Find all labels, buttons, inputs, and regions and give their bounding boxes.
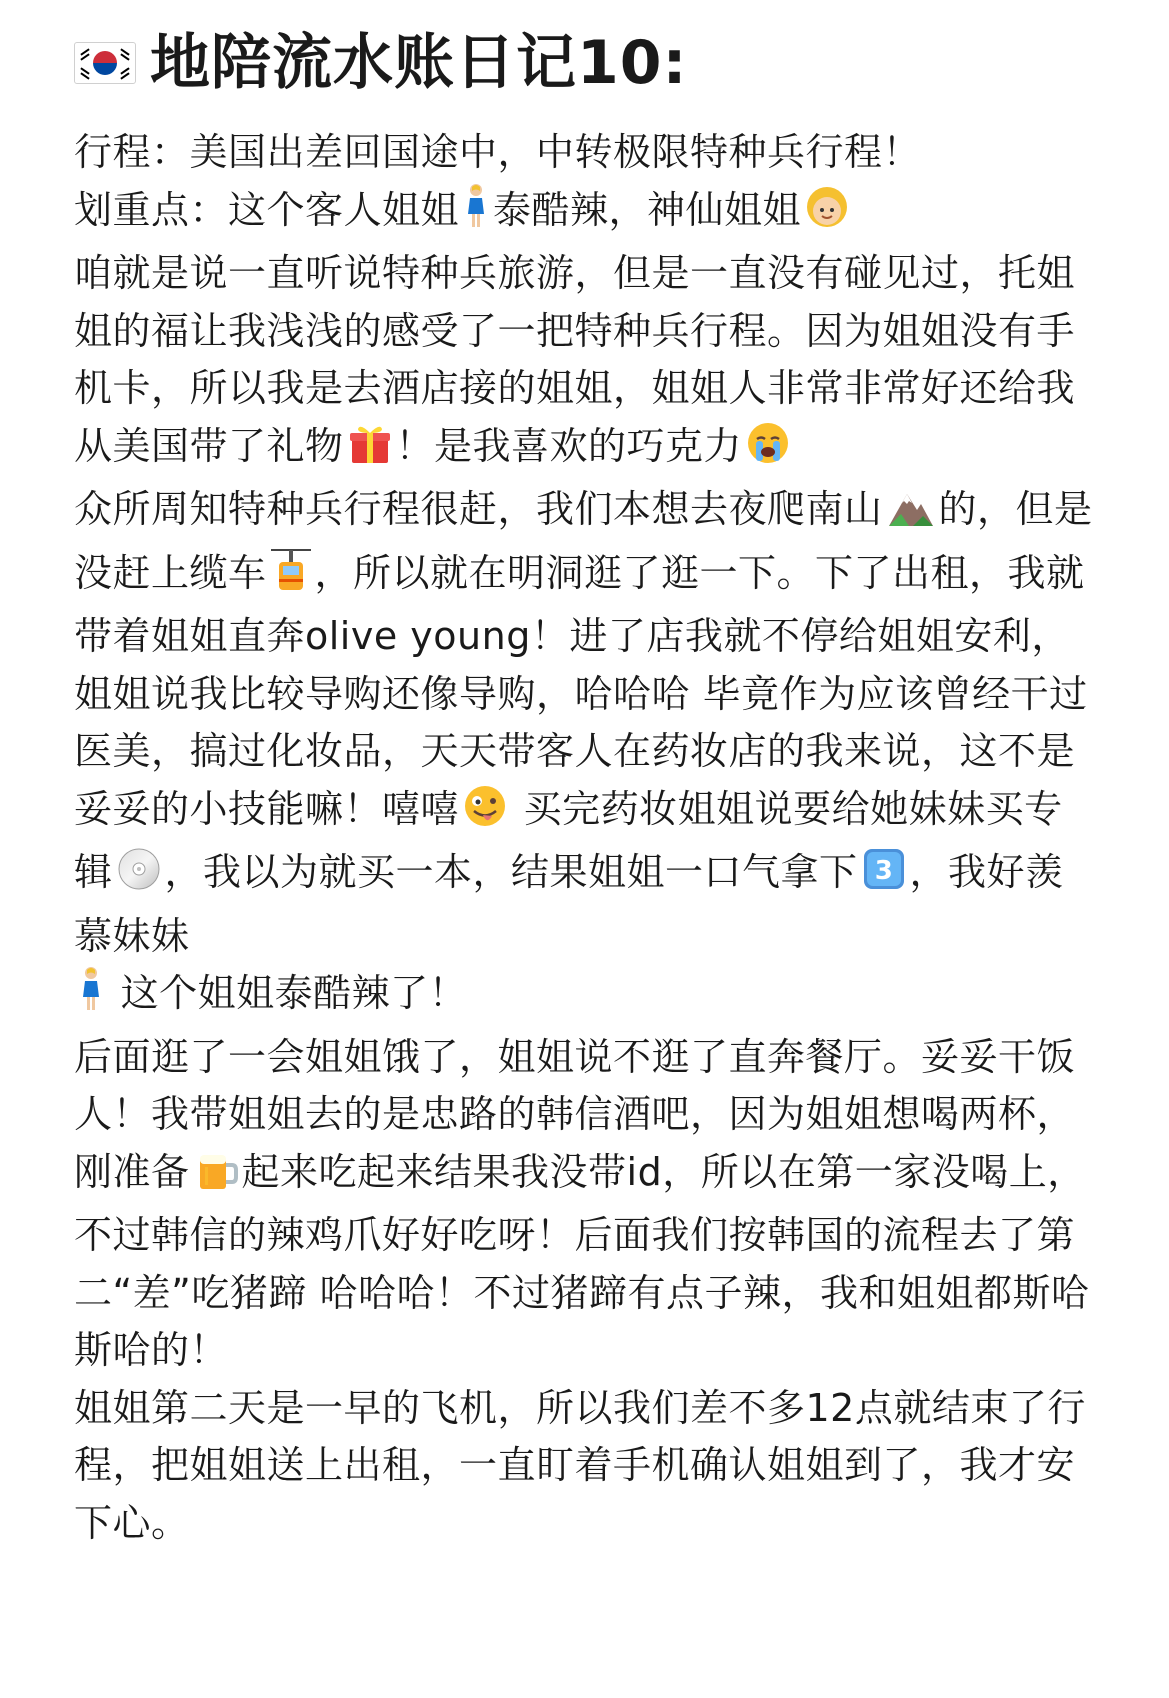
paragraph-text: 姐姐第二天是一早的飞机，所以我们差不多12点就结束了行程，把姐姐送上出租，一直盯着手机确认姐姐到了，我才安下心。: [74, 1385, 1086, 1545]
paragraph-text: 划重点：这个客人姐姐: [74, 187, 460, 232]
paragraph-meeting: [74, 245, 1099, 481]
paragraph-text: 的，但是没赶上缆车: [74, 487, 1093, 595]
title-row: [74, 14, 1099, 112]
woman-standing-icon: [78, 966, 104, 1029]
paragraph-text: ，所以就在明洞逛了逛一下。下了出租，我就带着姐姐直奔olive young！进了店我就不停给姐姐安利，姐姐说我比较导购还像导购，哈哈哈 毕竟作为应该曾经干过医美，搞过化妆品，天天带客人在药妆店的我来说，这不是妥妥的小技能嘛！嘻嘻: [74, 550, 1088, 831]
keycap-3-icon: [862, 847, 906, 908]
svg-text:3: 3: [874, 856, 893, 886]
page-title: 地陪流水账日记10:: [150, 28, 688, 98]
south-korea-flag-icon: [74, 42, 136, 84]
paragraph-evening: [74, 481, 1099, 1029]
paragraph-ending: [74, 1380, 1099, 1553]
crying-face-icon: [746, 421, 790, 482]
mountain-icon: [887, 487, 935, 545]
paragraph-text: ，我好羡慕妹妹: [74, 850, 1064, 958]
paragraph-text: ！是我喜欢的巧克力: [395, 423, 743, 468]
paragraph-highlight: [74, 182, 1099, 246]
winking-tongue-face-icon: [463, 784, 507, 845]
paragraph-dinner: [74, 1029, 1099, 1380]
diary-body: [74, 124, 1099, 1552]
paragraph-itinerary: [74, 124, 1099, 182]
paragraph-text: 行程：美国出差回国途中，中转极限特种兵行程！: [74, 130, 922, 174]
paragraph-text: 起来吃起来结果我没带id，所以在第一家没喝上，不过韩信的辣鸡爪好好吃呀！后面我们按韩国的流程去了第二“差”吃猪蹄 哈哈哈！不过猪蹄有点子辣，我和姐姐都斯哈斯哈的！: [74, 1149, 1090, 1372]
girl-face-icon: [805, 185, 849, 246]
cable-car-icon: [271, 546, 311, 609]
beer-mug-icon: [194, 1147, 238, 1208]
paragraph-text: 泰酷辣，神仙姐姐: [493, 187, 802, 232]
paragraph-text: 这个姐姐泰酷辣了！: [108, 971, 468, 1015]
paragraph-text: 后面逛了一会姐姐饿了，姐姐说不逛了直奔餐厅。妥妥干饭人！我带姐姐去的是忠路的韩信酒吧，因为姐姐想喝两杯，刚准备: [74, 1034, 1076, 1194]
paragraph-text: 众所周知特种兵行程很赶，我们本想去夜爬南山: [74, 487, 883, 531]
paragraph-text: 买完药妆姐姐说要给她妹妹买专辑: [74, 786, 1063, 894]
gift-icon: [348, 421, 392, 482]
cd-disc-icon: [117, 847, 161, 908]
paragraph-text: ，我以为就买一本，结果姐姐一口气拿下: [164, 850, 858, 894]
woman-standing-icon: [463, 183, 489, 246]
paragraph-text: 咱就是说一直听说特种兵旅游，但是一直没有碰见过，托姐姐的福让我浅浅的感受了一把特种兵行程。因为姐姐没有手机卡，所以我是去酒店接的姐姐，姐姐人非常非常好还给我从美国带了礼物: [74, 251, 1076, 468]
